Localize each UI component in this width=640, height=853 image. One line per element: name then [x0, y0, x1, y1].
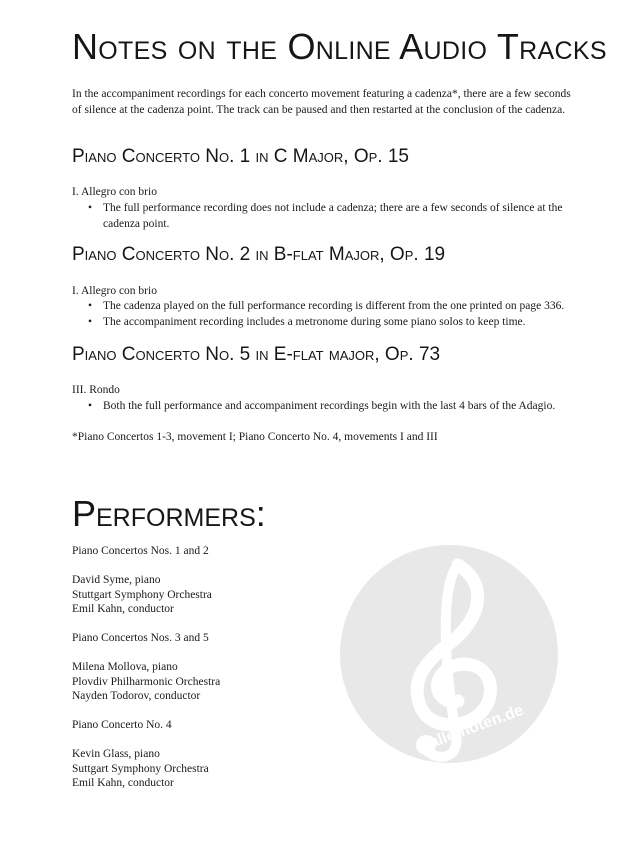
performer-name: Suttgart Symphony Orchestra: [72, 762, 209, 775]
intro-paragraph: In the accompaniment recordings for each concerto movement featuring a cadenza*, there are a few seconds of silence at the cadenza point. The track can be paused and then restarted at the conclusion of the cadenza.: [72, 88, 571, 116]
concerto-1-movement: I. Allegro con brio: [72, 186, 157, 198]
performer-group-names: [72, 747, 372, 791]
performer-name: Milena Mollova, piano: [72, 661, 178, 673]
bullet-icon: •: [88, 300, 93, 312]
note-item: [88, 398, 576, 414]
performer-group-title: Piano Concertos Nos. 1 and 2: [72, 545, 209, 557]
bullet-icon: •: [88, 316, 93, 328]
note-text: The full performance recording does not include a cadenza; there are a few seconds of silence at the cadenza point.: [103, 202, 563, 230]
bullet-icon: •: [88, 400, 93, 412]
concerto-5-notes: [88, 398, 576, 414]
concerto-2-notes: [88, 298, 576, 330]
note-text: The cadenza played on the full performance recording is different from the one printed on page 336.: [103, 300, 565, 312]
concerto-1-heading: Piano Concerto No. 1 in C Major, Op. 15: [72, 146, 409, 167]
note-item: [88, 314, 576, 330]
performer-name: Stuttgart Symphony Orchestra: [72, 588, 212, 601]
page-title: Notes on the Online Audio Tracks: [72, 26, 607, 67]
concerto-2-movement: I. Allegro con brio: [72, 285, 157, 297]
note-item: [88, 200, 576, 232]
concerto-5-heading: Piano Concerto No. 5 in E-flat major, Op. 73: [72, 344, 441, 365]
performer-name: Plovdiv Philharmonic Orchestra: [72, 675, 221, 688]
performers-list: [72, 544, 372, 805]
footnote: *Piano Concertos 1-3, movement I; Piano Concerto No. 4, movements I and III: [72, 431, 438, 443]
performer-group-names: [72, 660, 372, 704]
concerto-2-heading: Piano Concerto No. 2 in B-flat Major, Op. 19: [72, 244, 446, 265]
performer-group-title: Piano Concertos Nos. 3 and 5: [72, 632, 209, 644]
performer-name: Kevin Glass, piano: [72, 748, 160, 760]
performer-group-title: Piano Concerto No. 4: [72, 719, 172, 731]
concerto-5-movement: III. Rondo: [72, 384, 120, 396]
performer-name: Emil Kahn, conductor: [72, 603, 174, 615]
performer-name: David Syme, piano: [72, 574, 161, 586]
watermark-text: alle-noten.de: [427, 701, 526, 752]
concerto-1-notes: [88, 200, 576, 232]
performer-group-names: [72, 573, 372, 617]
note-text: Both the full performance and accompaniment recordings begin with the last 4 bars of the Adagio.: [103, 400, 556, 412]
performer-name: Emil Kahn, conductor: [72, 777, 174, 789]
treble-clef-icon: [340, 545, 558, 763]
performer-name: Nayden Todorov, conductor: [72, 690, 201, 702]
note-text: The accompaniment recording includes a metronome during some piano solos to keep time.: [103, 316, 526, 328]
note-item: [88, 298, 576, 314]
performers-title: Performers:: [72, 493, 266, 534]
bullet-icon: •: [88, 202, 93, 214]
